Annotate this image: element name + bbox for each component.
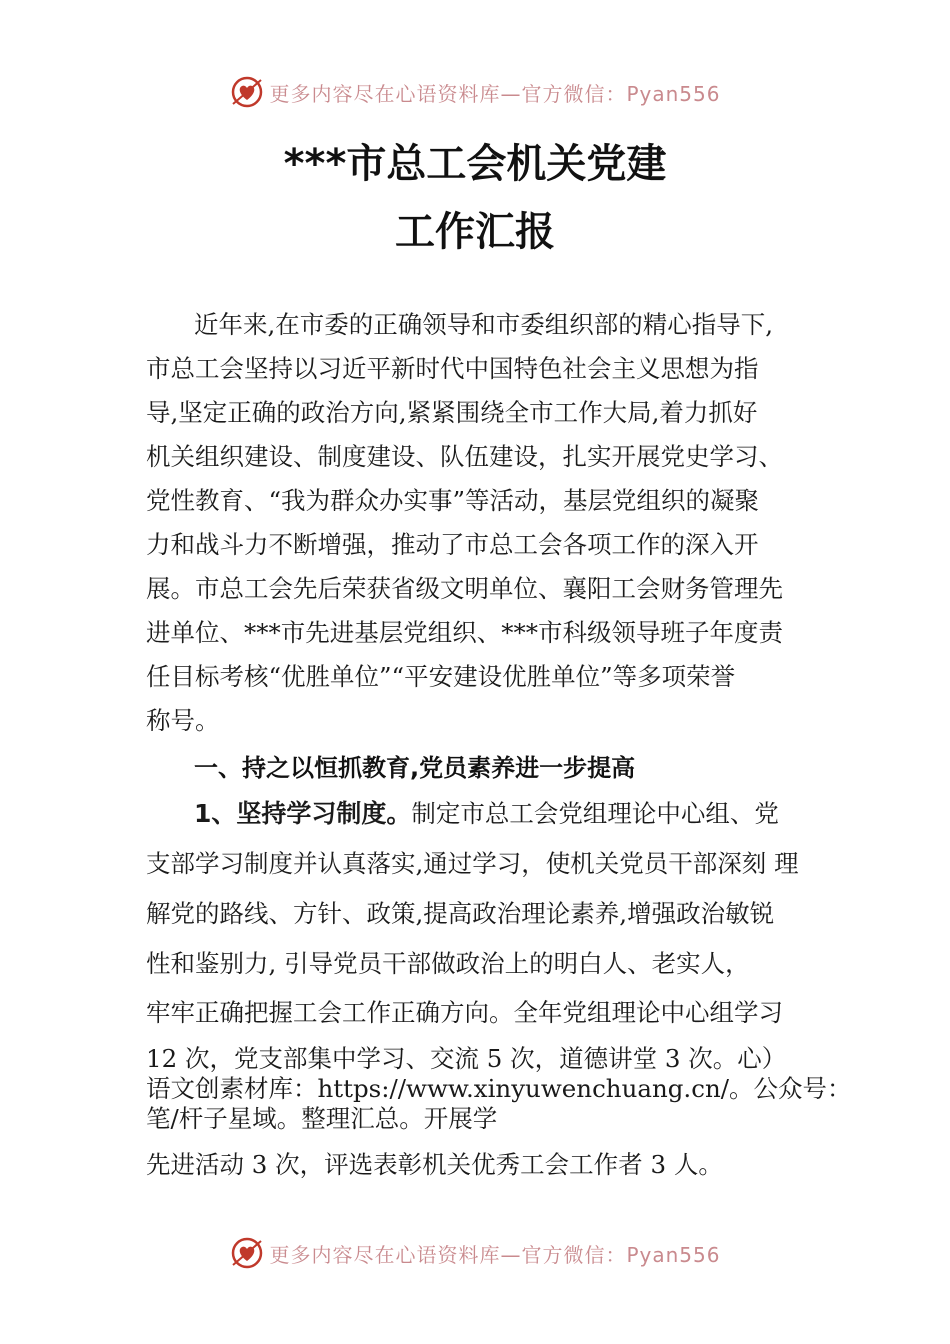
intro-line: 党性教育、“我为群众办实事”等活动，基层党组织的凝聚 bbox=[146, 486, 760, 515]
intro-line: 近年来,在市委的正确领导和市委组织部的精心指导下, bbox=[194, 310, 774, 339]
intro-line: 称号。 bbox=[146, 706, 220, 735]
document-title-line1: ***市总工会机关党建 bbox=[283, 141, 667, 187]
document-title-line2: 工作汇报 bbox=[395, 209, 555, 255]
body-line: 语文创素材库：https://www.xinyuwenchuang.cn/。公众号： bbox=[146, 1074, 852, 1103]
body-line: 笔/杆子星域。整理汇总。开展学 bbox=[146, 1104, 498, 1133]
intro-line: 导,坚定正确的政治方向,紧紧围绕全市工作大局,着力抓好 bbox=[146, 398, 758, 427]
body-line: 先进活动 3 次，评选表彰机关优秀工会工作者 3 人。 bbox=[146, 1150, 723, 1179]
intro-line: 市总工会坚持以习近平新时代中国特色社会主义思想为指 bbox=[146, 354, 759, 383]
body-line: 12 次，党支部集中学习、交流 5 次，道德讲堂 3 次。心） bbox=[146, 1044, 787, 1073]
item1-first-line bbox=[194, 794, 779, 830]
intro-line: 力和战斗力不断增强，推动了市总工会各项工作的深入开 bbox=[146, 530, 759, 559]
heart-logo-icon bbox=[229, 1235, 265, 1271]
item1-first-text: 制定市总工会党组理论中心组、党 bbox=[411, 799, 779, 828]
heart-logo-icon bbox=[229, 74, 265, 110]
body-line: 解党的路线、方针、政策,提高政治理论素养,增强政治敏锐 bbox=[146, 899, 775, 928]
intro-line: 展。市总工会先后荣获省级文明单位、襄阳工会财务管理先 bbox=[146, 574, 783, 603]
body-line: 支部学习制度并认真落实,通过学习，使机关党员干部深刻 理 bbox=[146, 849, 799, 878]
body-line: 牢牢正确把握工会工作正确方向。全年党组理论中心组学习 bbox=[146, 998, 783, 1027]
watermark-footer bbox=[0, 1233, 950, 1273]
section-heading: 一、持之以恒抓教育,党员素养进一步提高 bbox=[194, 754, 636, 782]
intro-line: 任目标考核“优胜单位”“平安建设优胜单位”等多项荣誉 bbox=[146, 662, 736, 691]
watermark-text: 更多内容尽在心语资料库—官方微信：Pyan556 bbox=[269, 81, 721, 106]
body-line: 性和鉴别力, 引导党员干部做政治上的明白人、老实人， bbox=[146, 949, 750, 978]
item1-lead: 1、坚持学习制度。 bbox=[194, 799, 412, 828]
watermark-text: 更多内容尽在心语资料库—官方微信：Pyan556 bbox=[269, 1242, 721, 1267]
intro-line: 进单位、***市先进基层党组织、***市科级领导班子年度责 bbox=[146, 618, 783, 647]
intro-line: 机关组织建设、制度建设、队伍建设，扎实开展党史学习、 bbox=[146, 442, 783, 471]
watermark-header bbox=[0, 72, 950, 112]
